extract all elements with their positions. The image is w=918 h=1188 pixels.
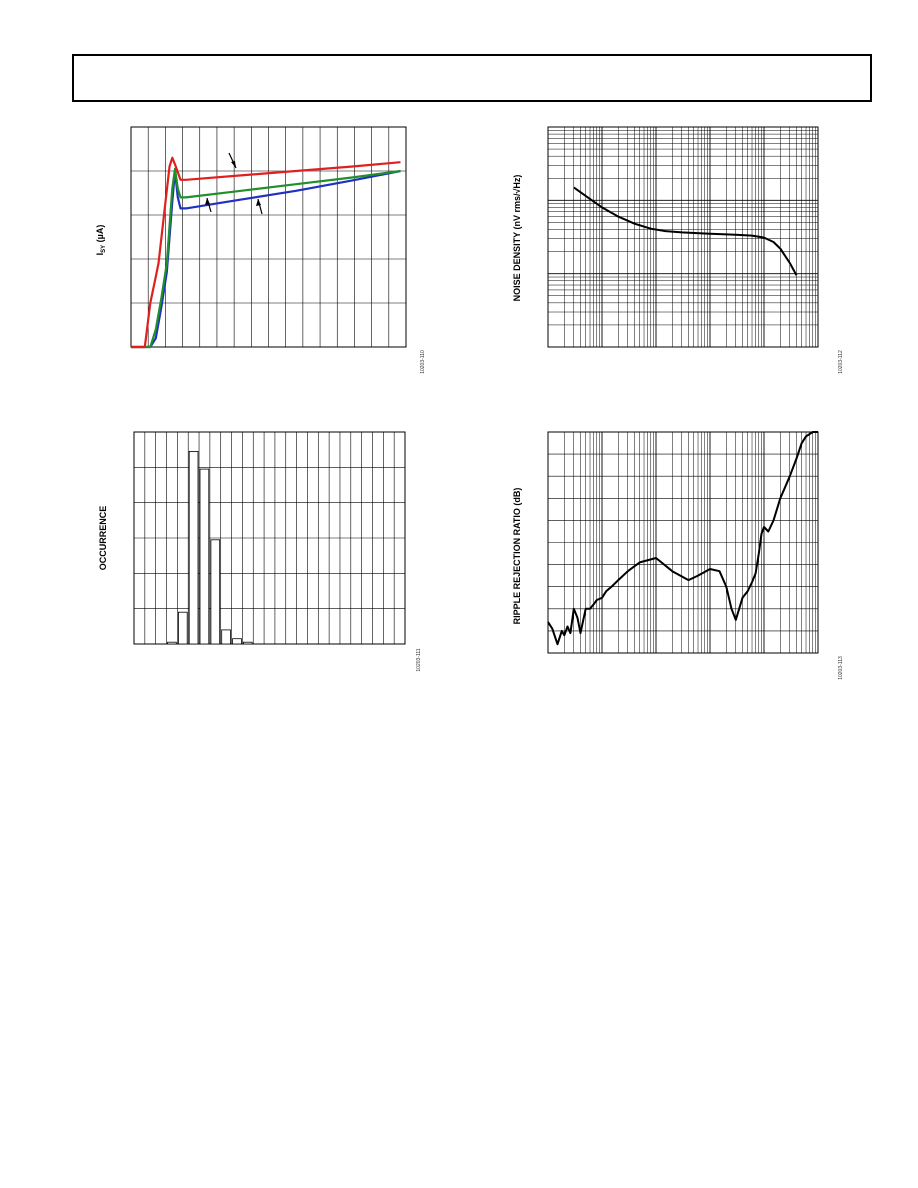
histogram-bar [189,451,198,644]
occurrence-chart [98,432,422,672]
noise-density-plot-frame [548,127,818,347]
histogram-bar [243,642,252,644]
ripple-rejection-figure-code: 10203-113 [838,656,844,680]
histogram-bar [178,612,187,644]
histogram-bar [200,469,209,644]
noise-density-chart [512,127,844,374]
ripple-rejection-ylabel: RIPPLE REJECTION RATIO (dB) [512,487,522,625]
noise-density-figure-code: 10203-112 [838,350,844,374]
ripple-rejection-chart [512,432,844,680]
noise-density-ylabel: NOISE DENSITY (nV rms/√Hz) [512,174,522,302]
histogram-bar [211,540,220,644]
supply-current-figure-code: 10203-110 [420,350,426,374]
supply-current-chart [95,127,426,374]
histogram-bar [222,630,231,644]
occurrence-ylabel: OCCURRENCE [98,505,108,571]
occurrence-figure-code: 10203-111 [416,648,422,672]
histogram-bar [233,639,242,644]
supply-current-ylabel: $I_{SY}$ (µA) [95,224,107,256]
histogram-bar [168,642,177,644]
